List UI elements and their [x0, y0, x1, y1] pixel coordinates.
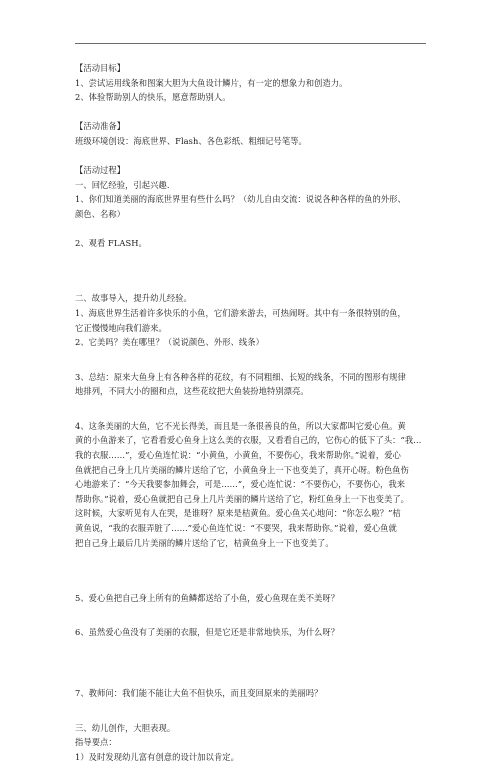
part2-item1-line2: 它正慢慢地向我们游来。 — [75, 322, 167, 333]
part3-title: 三、幼儿创作，大胆表现。 — [75, 722, 176, 733]
part3-item1: 1）及时发现幼儿富有创意的设计加以肯定。 — [75, 751, 239, 762]
part2-item7: 7、教师问：我们能不能让大鱼不但快乐，而且变回原来的美丽吗？ — [75, 688, 323, 698]
part2-item5: 5、爱心鱼把自己身上所有的鱼鳞都送给了小鱼，爱心鱼现在美不美呀？ — [75, 592, 340, 603]
part1-title: 一、回忆经验，引起兴趣. — [75, 179, 170, 190]
document-body — [75, 61, 430, 764]
story-line: 心地游来了：“今天我要参加舞会，可是……”，爱心连忙说：“不要伤心，不要伤心，我来 — [75, 479, 406, 490]
story-line: 把自己身上最后几片美丽的鳞片送给了它，桔黄鱼身上一下也变美了。 — [75, 537, 334, 548]
part1-item1-line1: 1、你们知道美丽的海底世界里有些什么吗？（幼儿自由交流：说说各种各样的鱼的外形、 — [75, 194, 406, 205]
prep-text: 班级环境创设：海底世界、Flash、各色彩纸、粗细记号笔等。 — [75, 135, 307, 146]
goals-heading: 【活动目标】 — [75, 63, 126, 73]
story-line: 这时候，大家听见有人在哭，是谁呀？原来是桔黄鱼。爱心鱼关心地问：“你怎么啦？”桔 — [75, 508, 401, 519]
part1-item1-line2: 颜色、名称） — [75, 208, 126, 219]
part2-item6: 6、虽然爱心鱼没有了美丽的衣服，但是它还是非常地快乐，为什么呀？ — [75, 627, 340, 638]
part1-item2: 2、观看 FLASH。 — [75, 238, 147, 249]
story-line: 黄鱼说，“我的衣服弄脏了……”爱心鱼连忙说：“不要哭，我来帮助你。”说着，爱心鱼就 — [75, 523, 397, 534]
story-line: 4、这条美丽的大鱼，它不光长得美，而且是一条很善良的鱼，所以大家都叫它爱心鱼。黄 — [75, 420, 406, 431]
story-line: 我的衣服……”，爱心鱼连忙说：“小黄鱼，小黄鱼，不要伤心，我来帮助你。”说着，爱心 — [75, 450, 401, 461]
part3-guide: 指导要点： — [75, 737, 117, 748]
process-heading: 【活动过程】 — [75, 165, 126, 176]
prep-heading: 【活动准备】 — [75, 121, 126, 132]
story-line: 黄的小鱼游来了，它看看爱心鱼身上这么美的衣服，又看看自己的，它伤心的低下了头：“我… — [75, 435, 422, 446]
story-line: 帮助你。”说着，爱心鱼就把自己身上几片美丽的鳞片送给了它，粉红鱼身上一下也变美了。 — [75, 493, 410, 504]
goal-item-2: 2、体验帮助别人的快乐，愿意帮助别人。 — [75, 92, 231, 103]
part2-item3-line2: 地排列，不同大小的圈和点，这些花纹把大鱼装扮地特别漂亮。 — [75, 386, 309, 397]
part2-item3-line1: 3、总结：原来大鱼身上有各种各样的花纹，有不同粗细、长短的线条，不同的图形有规律 — [75, 371, 406, 382]
story-line: 鱼就把自己身上几片美丽的鳞片送给了它，小黄鱼身上一下也变美了，真开心呀。粉色鱼伤 — [75, 464, 409, 475]
part2-title: 二、故事导入，提升幼儿经验。 — [75, 293, 192, 304]
part2-item2: 2、它美吗？美在哪里？（说说颜色、外形、线条） — [75, 337, 264, 348]
part2-item1-line1: 1、海底世界生活着许多快乐的小鱼，它们游来游去，可热闹呀。其中有一条很特别的鱼， — [75, 307, 406, 318]
goal-item-1: 1、尝试运用线条和图案大胆为大鱼设计鳞片，有一定的想象力和创造力。 — [75, 77, 348, 88]
header-rule — [75, 43, 426, 44]
